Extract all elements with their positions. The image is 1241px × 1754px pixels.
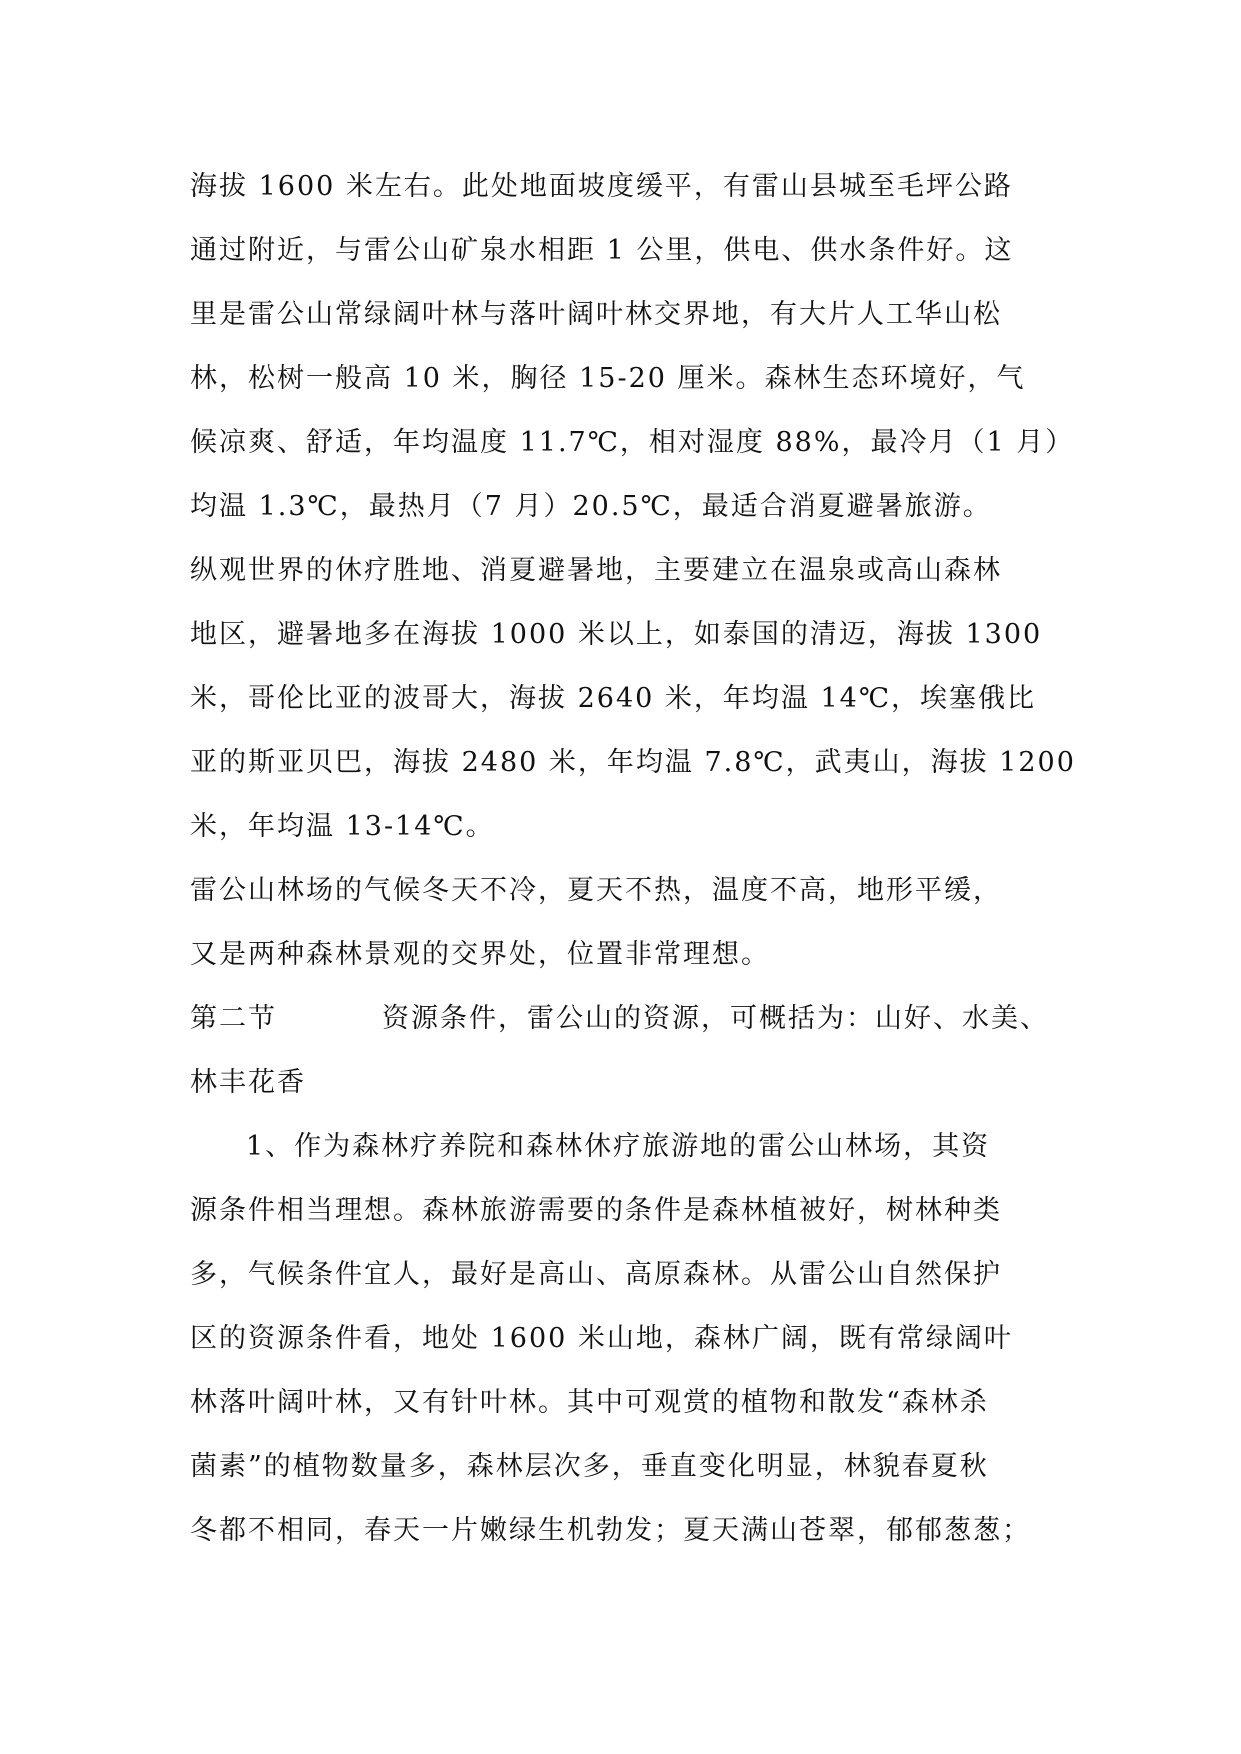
section-title-continued: 林丰花香 bbox=[190, 1067, 306, 1098]
text-line: 纵观世界的休疗胜地、消夏避暑地，主要建立在温泉或高山森林 bbox=[190, 555, 1002, 586]
section-number: 第二节 bbox=[190, 1003, 277, 1034]
text-line: 多，气候条件宜人，最好是高山、高原森林。从雷公山自然保护 bbox=[190, 1259, 1002, 1290]
text-line: 冬都不相同，春天一片嫩绿生机勃发；夏天满山苍翠，郁郁葱葱； bbox=[190, 1515, 1031, 1546]
section-heading bbox=[190, 987, 1070, 1051]
text-line: 区的资源条件看，地处 1600 米山地，森林广阔，既有常绿阔叶 bbox=[190, 1323, 1013, 1354]
text-line: 米，哥伦比亚的波哥大，海拔 2640 米，年均温 14℃，埃塞俄比 bbox=[190, 683, 1037, 714]
paragraph-first-line: 1、作为森林疗养院和森林休疗旅游地的雷公山林场，其资 bbox=[246, 1131, 991, 1162]
text-line: 海拔 1600 米左右。此处地面坡度缓平，有雷山县城至毛坪公路 bbox=[190, 171, 1013, 202]
text-line: 候凉爽、舒适，年均温度 11.7℃，相对湿度 88%，最冷月（1 月） bbox=[190, 427, 1075, 458]
text-line: 雷公山林场的气候冬天不冷，夏天不热，温度不高，地形平缓， bbox=[190, 875, 1002, 906]
text-line: 地区，避暑地多在海拔 1000 米以上，如泰国的清迈，海拔 1300 bbox=[190, 619, 1043, 650]
text-line: 林，松树一般高 10 米，胸径 15-20 厘米。森林生态环境好，气 bbox=[190, 363, 1026, 394]
text-line: 亚的斯亚贝巴，海拔 2480 米，年均温 7.8℃，武夷山，海拔 1200 bbox=[190, 747, 1076, 778]
section-title: 资源条件，雷公山的资源，可概括为：山好、水美、 bbox=[382, 1003, 1049, 1034]
text-line: 源条件相当理想。森林旅游需要的条件是森林植被好，树林种类 bbox=[190, 1195, 1002, 1226]
text-line: 菌素”的植物数量多，森林层次多，垂直变化明显，林貌春夏秋 bbox=[190, 1451, 989, 1482]
document-page bbox=[190, 155, 1076, 1563]
text-line: 通过附近，与雷公山矿泉水相距 1 公里，供电、供水条件好。这 bbox=[190, 235, 1014, 266]
text-line: 里是雷公山常绿阔叶林与落叶阔叶林交界地，有大片人工华山松 bbox=[190, 299, 1002, 330]
text-line: 林落叶阔叶林，又有针叶林。其中可观赏的植物和散发“森林杀 bbox=[190, 1387, 989, 1418]
text-line: 又是两种森林景观的交界处，位置非常理想。 bbox=[190, 939, 770, 970]
text-line: 米，年均温 13-14℃。 bbox=[190, 811, 495, 842]
text-line: 均温 1.3℃，最热月（7 月）20.5℃，最适合消夏避暑旅游。 bbox=[190, 491, 992, 522]
